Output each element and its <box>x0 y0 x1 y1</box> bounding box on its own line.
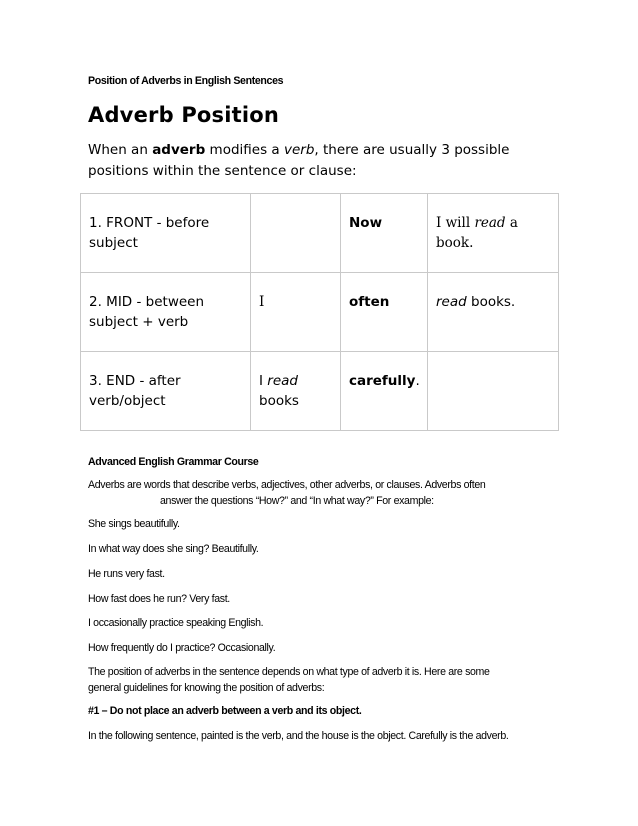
before-cell <box>251 352 341 431</box>
before-text: I <box>259 373 268 389</box>
intro-text-2: modifies a <box>205 142 284 158</box>
adverb-position-table <box>80 193 559 431</box>
example-line: How fast does he run? Very fast. <box>88 593 230 605</box>
page-heading: Adverb Position <box>88 103 280 127</box>
before-cell <box>251 194 341 273</box>
course-paragraph-2-line-2: general guidelines for knowing the position of adverbs: <box>88 682 325 694</box>
after-text: books. <box>466 294 516 310</box>
course-paragraph-1-line-2: answer the questions “How?” and “In what way?” For example: <box>160 495 434 507</box>
example-line: In what way does she sing? Beautifully. <box>88 543 259 555</box>
adverb-cell: Now <box>341 194 428 273</box>
intro-paragraph <box>88 140 558 182</box>
after-text: a book. <box>436 215 518 251</box>
after-italic-verb: read <box>436 294 467 310</box>
before-cell: I <box>251 273 341 352</box>
intro-word-adverb: adverb <box>152 142 206 158</box>
adverb-cell: often <box>341 273 428 352</box>
position-label-cell: 1. FRONT - before subject <box>81 194 251 273</box>
position-label-cell: 3. END - after verb/object <box>81 352 251 431</box>
after-italic-verb: read <box>474 215 506 231</box>
adverb-cell <box>341 352 428 431</box>
table-row <box>81 273 559 352</box>
rule-1-text: In the following sentence, painted is the verb, and the house is the object. Carefully is the adverb. <box>88 730 509 742</box>
table-row <box>81 352 559 431</box>
intro-word-verb: verb <box>283 142 315 158</box>
after-cell <box>428 194 559 273</box>
example-line: I occasionally practice speaking English. <box>88 617 264 629</box>
intro-text-3: , there are usually 3 possible positions within the sentence or clause: <box>88 142 510 179</box>
rule-1-heading: #1 – Do not place an adverb between a verb and its object. <box>88 705 362 717</box>
course-title: Advanced English Grammar Course <box>88 456 259 468</box>
document-title: Position of Adverbs in English Sentences <box>88 75 284 87</box>
before-italic-verb: read <box>267 373 298 389</box>
example-line: She sings beautifully. <box>88 518 180 530</box>
after-cell <box>428 352 559 431</box>
example-line: He runs very fast. <box>88 568 165 580</box>
adverb-text: carefully <box>349 373 416 389</box>
position-label-cell: 2. MID - between subject + verb <box>81 273 251 352</box>
before-text: books <box>259 393 299 409</box>
course-paragraph-1-line-1: Adverbs are words that describe verbs, adjectives, other adverbs, or clauses. Adverbs often <box>88 479 486 491</box>
intro-text-1: When an <box>88 142 153 158</box>
example-line: How frequently do I practice? Occasionally. <box>88 642 276 654</box>
adverb-punctuation: . <box>415 373 420 389</box>
table-row <box>81 194 559 273</box>
after-cell <box>428 273 559 352</box>
course-paragraph-2-line-1: The position of adverbs in the sentence depends on what type of adverb it is. Here are some <box>88 666 490 678</box>
after-text: I will <box>436 215 475 231</box>
